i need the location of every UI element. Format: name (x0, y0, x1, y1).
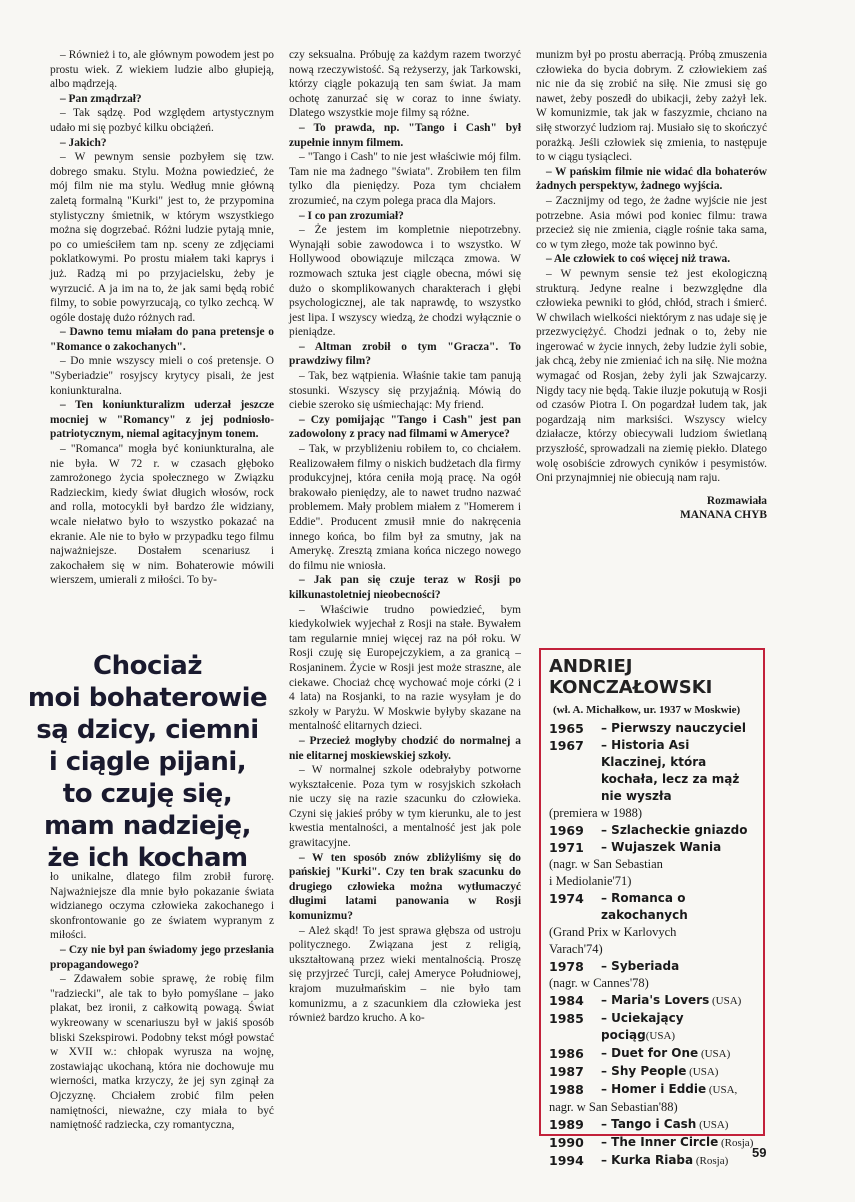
interview-answer: – Zacznijmy od tego, że żadne wyjście nie jest potrzebne. Asia mówi pod koniec filmu: trawa przecież się nie zmienia, ciągle rośnie taka sama, co w tym złego, może tak powinno być. (536, 194, 767, 251)
film-entry (549, 890, 755, 924)
film-year: 1971 (549, 840, 584, 855)
interview-question: – W ten sposób znów zbliżyliśmy się do pańskiej "Kurki". Czy ten brak szacunku do drugiego człowieka można wytłumaczyć długimi latami panowania w Rosji komunizmu? (289, 851, 521, 923)
director-birth-note: (wł. A. Michałkow, ur. 1937 w Moskwie) (553, 704, 741, 716)
film-title: – Maria's Lovers (601, 993, 710, 1007)
article-column-3 (536, 48, 767, 523)
film-details (601, 1134, 755, 1152)
film-entry (549, 992, 755, 1010)
film-entry (549, 1152, 755, 1170)
film-year: 1987 (549, 1064, 584, 1079)
film-entry (549, 1063, 755, 1081)
film-entry (549, 958, 755, 975)
article-column-1 (50, 48, 274, 588)
interview-answer: – Również i to, ale głównym powodem jest po prostu wiek. Z wiekiem ludzie albo głupieją, albo mądrzeją. (50, 49, 274, 91)
interview-question: – Altman zrobił o tym "Gracza". To prawdziwy film? (289, 340, 521, 368)
interview-question: – Jak pan się czuje teraz w Rosji po kilkunastoletniej nieobecności? (289, 574, 521, 601)
film-year: 1994 (549, 1153, 584, 1168)
film-award-note: Varach'74) (549, 942, 603, 956)
interview-question: – Jakich? (60, 136, 107, 149)
film-title: – Kurka Riaba (601, 1153, 694, 1167)
film-details (601, 839, 755, 856)
film-note: (USA) (698, 1048, 731, 1060)
interview-answer: – Że jestem im kompletnie niepotrzebny. Wynająłi sobie zawodowca i to wszystko. W Hollywood obowiązuje milcząca zmowa. W rozmowach sztuka jest ciągle obecna, mówi się dużo o skomplikowanych charakterach i głębi psychologicznej, ale tak naprawdę, to wszystko jest lipa. I wszyscy wiedzą, że chodzi wyłącznie o pieniądze. (289, 224, 521, 339)
pull-quote-line: moi bohaterowie (27, 683, 268, 713)
film-details (601, 1081, 755, 1099)
interview-question: – Czy nie był pan świadomy jego przesłania propagandowego? (50, 943, 274, 971)
film-details (601, 1063, 755, 1081)
film-year: 1978 (549, 959, 584, 974)
article-column-3-body (536, 48, 767, 486)
film-title: – Shy People (601, 1064, 687, 1078)
film-details (601, 737, 755, 805)
interview-answer: – Zdawałem sobie sprawę, że robię film "radziecki", ale tak to było pomyślane – jako plakat, bez ironii, z całkowitą powagą. Świat wykreowany w scenariuszu był w jakiś sposób bliski Szekspirowi. Podobny tekst mógł powstać w XVII w.: chłopak wyrusza na wojnę, zostawiając ukochaną, która nie dochowuje mu wierności, matka krzyczy, że jej syn zginął za Ojczyznę. Chciałem zrobić film pełen namiętności, nieważne, czy miała to być namiętność radziecka, czy romantyczna, (50, 973, 274, 1132)
interview-answer: – W normalnej szkole odebrałyby potworne wykształcenie. Poza tym w rosyjskich szkołach nie uczy się na razie szacunku do człowieka. Czyni się jakieś próby w tym kierunku, ale to jest kwestia mentalności, a mentalność jest jak pole grawitacyjne. (289, 764, 521, 850)
film-note: (Rosja) (693, 1155, 729, 1167)
film-details (601, 1010, 755, 1045)
film-title: – Duet for One (601, 1046, 699, 1060)
film-year: 1985 (549, 1011, 584, 1026)
film-title: – Tango i Cash (601, 1117, 697, 1131)
interview-answer: – Właściwie trudno powiedzieć, bym kiedykolwiek wyjechał z Rosji na stałe. Bywałem tam regularnie mniej więcej raz na pół roku. W Rosji czuję się Europejczykiem, a za granicą – Rosjaninem. Życie w Rosji jest może straszne, ale ciekawe. Chociaż chcę wychować moje córki (2 i 4 lata) na Rosjanki, to na razie wysyłam je do szkoły w Paryżu. W Moskwie byłyby skazane na mentalność elitarnych dzieci. (289, 603, 521, 733)
film-year: 1969 (549, 823, 584, 838)
film-award-note: (nagr. w Cannes'78) (549, 976, 649, 990)
film-year: 1986 (549, 1046, 584, 1061)
film-details (601, 890, 755, 924)
interview-question: – Ale człowiek to coś więcej niż trawa. (546, 253, 731, 266)
interview-answer: – Tak sądzę. Pod względem artystycznym udało mi się pozbyć kilku obciążeń. (50, 107, 274, 134)
filmography-list (549, 720, 755, 1170)
pull-quote (20, 650, 275, 874)
film-entry (549, 1081, 755, 1099)
interview-question: – W pańskim filmie nie widać dla bohaterów żadnych perspektyw, żadnego wyjścia. (536, 165, 767, 193)
interview-answer: czy seksualna. Próbuję za każdym razem tworzyć nową rzeczywistość. Są reżyserzy, jak Tarkowski, którzy ciągle pokazują ten sam świat. Ja mam ochotę zanurzać się w coraz to inne światy. Dlatego wszystkie moje filmy są różne. (289, 49, 521, 120)
interview-question: – Dawno temu miałam do pana pretensje o "Romance o zakochanych". (50, 326, 274, 353)
film-title: – Pierwszy nauczyciel (601, 721, 746, 735)
film-year: 1988 (549, 1082, 584, 1097)
film-award-note: nagr. w San Sebastian'88) (549, 1100, 678, 1114)
interview-question: – I co pan zrozumiał? (299, 209, 404, 222)
film-note: (Rosja) (718, 1137, 754, 1149)
interview-answer: – Ależ skąd! To jest sprawa głębsza od ustroju politycznego. Związana jest z religią, ukształtowaną przez wieki mentalnością. Proszę się przyjrzeć Turcji, całej Ameryce Południowej, krajom muzułmańskim – nie było tam komunizmu, a z szacunkiem dla człowieka jest również bardzo krucho. A ko- (289, 924, 521, 1025)
film-year: 1984 (549, 993, 584, 1008)
film-year: 1967 (549, 738, 584, 753)
interview-question: – Czy pomijając "Tango i Cash" jest pan zadowolony z pracy nad filmami w Ameryce? (289, 413, 521, 441)
interview-answer: – "Romanca" mogła być koniunkturalna, ale nie była. W 72 r. w czasach głęboko zamrożonego życia społecznego w Związku Radzieckim, kiedy świat długich włosów, rock and rolla, motocykli był bardzo źle widziany, wcale niełatwo było to wszystko pokazać na ekranie. Ale nie to było w przypadku tego filmu najważniejsze. Dostałem scenariusz i zakochałem się w nim. Bohaterowie mówili wierszem, umierali z miłości. To by- (50, 443, 274, 587)
film-note: (USA) (645, 1030, 676, 1042)
film-details (601, 1152, 755, 1170)
film-award-note: i Mediolanie'71) (549, 874, 632, 888)
pull-quote-line: Chociaż (93, 651, 202, 681)
interview-answer: – W pewnym sensie też jest ekologiczną strukturą. Jedyne realne i bezwzględne dla człowieka pewniki to głód, chłód, strach i śmierć. W chwilach wielkości niektórym z nas udaje się je przezwyciężyć. Chodzi jednak o to, żeby nie ingerować w życie innych, żeby ludzie żyli sobie, jak chcą, żeby nie zmieniać ich na siłę. Nie można wymagać od Rosjan, żeby żyli jak Szwajcarzy. Nigdy tacy nie będą. Takie iluzje pokutują w Rosji od czasów Piotra I. On pogardzał ludem tak, jak pogardzają nim marksiści. Wszyscy wielcy działacze, którzy obiecywali ludziom świetlaną przyszłość, sprowadzali na ziemię piekło. Dlatego wolę osobiście zdrowych cyników i pesymistów. Oni przynajmniej nie obiecują nam raju. (536, 267, 767, 485)
film-entry (549, 839, 755, 856)
pull-quote-line: to czuję się, (62, 779, 233, 809)
film-title: – Wujaszek Wania (601, 840, 722, 854)
film-note: (USA) (709, 995, 742, 1007)
director-first-name: ANDRIEJ (549, 656, 633, 677)
film-title: – Romanca o zakochanych (601, 891, 688, 922)
film-details (601, 958, 755, 975)
interview-answer: – W pewnym sensie pozbyłem się tzw. dobrego smaku. Stylu. Można powiedzieć, że mój film nie ma stylu. Według mnie główną zaletą formalną "Kurki" jest to, że przypomina stylistyczny śmietnik, w którym wszystkiego można się dogrzebać. Różni ludzie pytają mnie, po co umieściłem tam np. sceny ze zdjęciami poklatkowymi. Po prostu miałem taki kaprys i już. Radzą mi po przyjacielsku, żeby je wyrzucić. A ja im na to, że jak sami będą robić filmy, to sobie powyrzucają, co tylko zechcą. W ogóle dostaję dużo różnych rad. (50, 151, 274, 324)
article-column-2 (289, 48, 521, 1026)
interview-answer: – Do mnie wszyscy mieli o coś pretensje. O "Syberiadzie" rosyjscy krytycy pisali, że jest koniunkturalna. (50, 355, 274, 397)
credit-label: Rozmawiała (706, 494, 767, 507)
film-entry (549, 737, 755, 805)
film-details (601, 1045, 755, 1063)
film-title: – Uciekający pociąg (601, 1011, 684, 1042)
film-title: – Szlacheckie gniazdo (601, 823, 748, 837)
film-note: (USA, (706, 1084, 738, 1096)
article-column-1-continued (50, 870, 274, 1133)
interview-answer: – "Tango i Cash" to nie jest właściwie mój film. Tam nie ma żadnego "świata". Zrobiłem ten film tylko dla pieniędzy. Poza tym chciałem zrozumieć, na czym polega praca dla Majors. (289, 151, 521, 207)
interviewer-credit (536, 494, 767, 523)
interview-answer: munizm był po prostu aberracją. Próbą zmuszenia człowieka do bycia dobrym. Z człowiekiem zaś nic nie da się zrobić na siłę. Nie zmusi się go nawet, żeby poszedł do ubikacji, żeby zażył lek. W komunizmie, tak jak w faszyzmie, chciano na siłę stworzyć ludziom raj. Musiało się to skończyć porażką. Jeśli człowiek się zmienia, to następuje to w ciągu tysiącleci. (536, 49, 767, 164)
film-note: (USA) (686, 1066, 719, 1078)
pull-quote-line: i ciągle pijani, (48, 747, 247, 777)
interview-answer: ło unikalne, dlatego film zrobił furorę. Najważniejsze dla mnie było pokazanie świata widzianego oczyma człowieka zakochanego i skonfrontowanie go ze światem wypranym z miłości. (50, 871, 274, 942)
interview-question: – Ten koniunkturalizm uderzał jeszcze mocniej w "Romancy" z jej podniosło-patriotycznym, niemal agitacyjnym tonem. (50, 399, 274, 441)
film-entry (549, 1116, 755, 1134)
film-title: – The Inner Circle (601, 1135, 719, 1149)
director-last-name: KONCZAŁOWSKI (549, 677, 713, 698)
film-title: – Syberiada (601, 959, 680, 973)
film-award-note: (premiera w 1988) (549, 806, 643, 820)
film-award-note: (nagr. w San Sebastian (549, 857, 663, 871)
film-title: – Homer i Eddie (601, 1082, 707, 1096)
film-entry (549, 1045, 755, 1063)
film-details (601, 822, 755, 839)
film-year: 1965 (549, 721, 584, 736)
film-year: 1974 (549, 891, 584, 906)
film-entry (549, 720, 755, 737)
interview-question: – Przecież mogłyby chodzić do normalnej a nie elitarnej moskiewskiej szkoły. (289, 734, 521, 762)
film-note: (USA) (696, 1119, 729, 1131)
film-award-note: (Grand Prix w Karlovych (549, 925, 677, 939)
interview-answer: – Tak, w przybliżeniu robiłem to, co chciałem. Realizowałem filmy o niskich budżetach dla firmy produkcyjnej, która ceniła moją pracę. Na ogół brakowało pieniędzy, ale to nawet trudno nazwać problemem. Mały problem miałem z "Homerem i Eddie". Producent zmusił mnie do nakręcenia innego końca, bo film był za smutny, jak na Amerykę. Zresztą zmiana końca niczego nowego do filmu nie wniosła. (289, 443, 521, 572)
pull-quote-line: że ich kocham (47, 843, 248, 873)
film-title: – Historia Asi Klaczinej, która kochała, lecz za mąż nie wyszła (601, 738, 740, 803)
interview-question: – To prawda, np. "Tango i Cash" był zupełnie innym filmem. (289, 121, 521, 149)
credit-author: MANANA CHYB (679, 509, 767, 522)
pull-quote-line: są dzicy, ciemni (36, 715, 259, 745)
film-details (601, 1116, 755, 1134)
film-entry (549, 1010, 755, 1045)
film-entry (549, 822, 755, 839)
film-details (601, 720, 755, 737)
interview-question: – Pan zmądrzał? (60, 92, 142, 105)
film-entry (549, 1134, 755, 1152)
interview-answer: – Tak, bez wątpienia. Właśnie takie tam panują stosunki. Wszyscy się przyjaźnią. Mówią do ciebie szeroko się uśmiechając: My friend. (289, 370, 521, 412)
film-year: 1990 (549, 1135, 584, 1150)
page-number: 59 (752, 1145, 767, 1160)
film-details (601, 992, 755, 1010)
film-year: 1989 (549, 1117, 584, 1132)
pull-quote-line: mam nadzieję, (43, 811, 252, 841)
